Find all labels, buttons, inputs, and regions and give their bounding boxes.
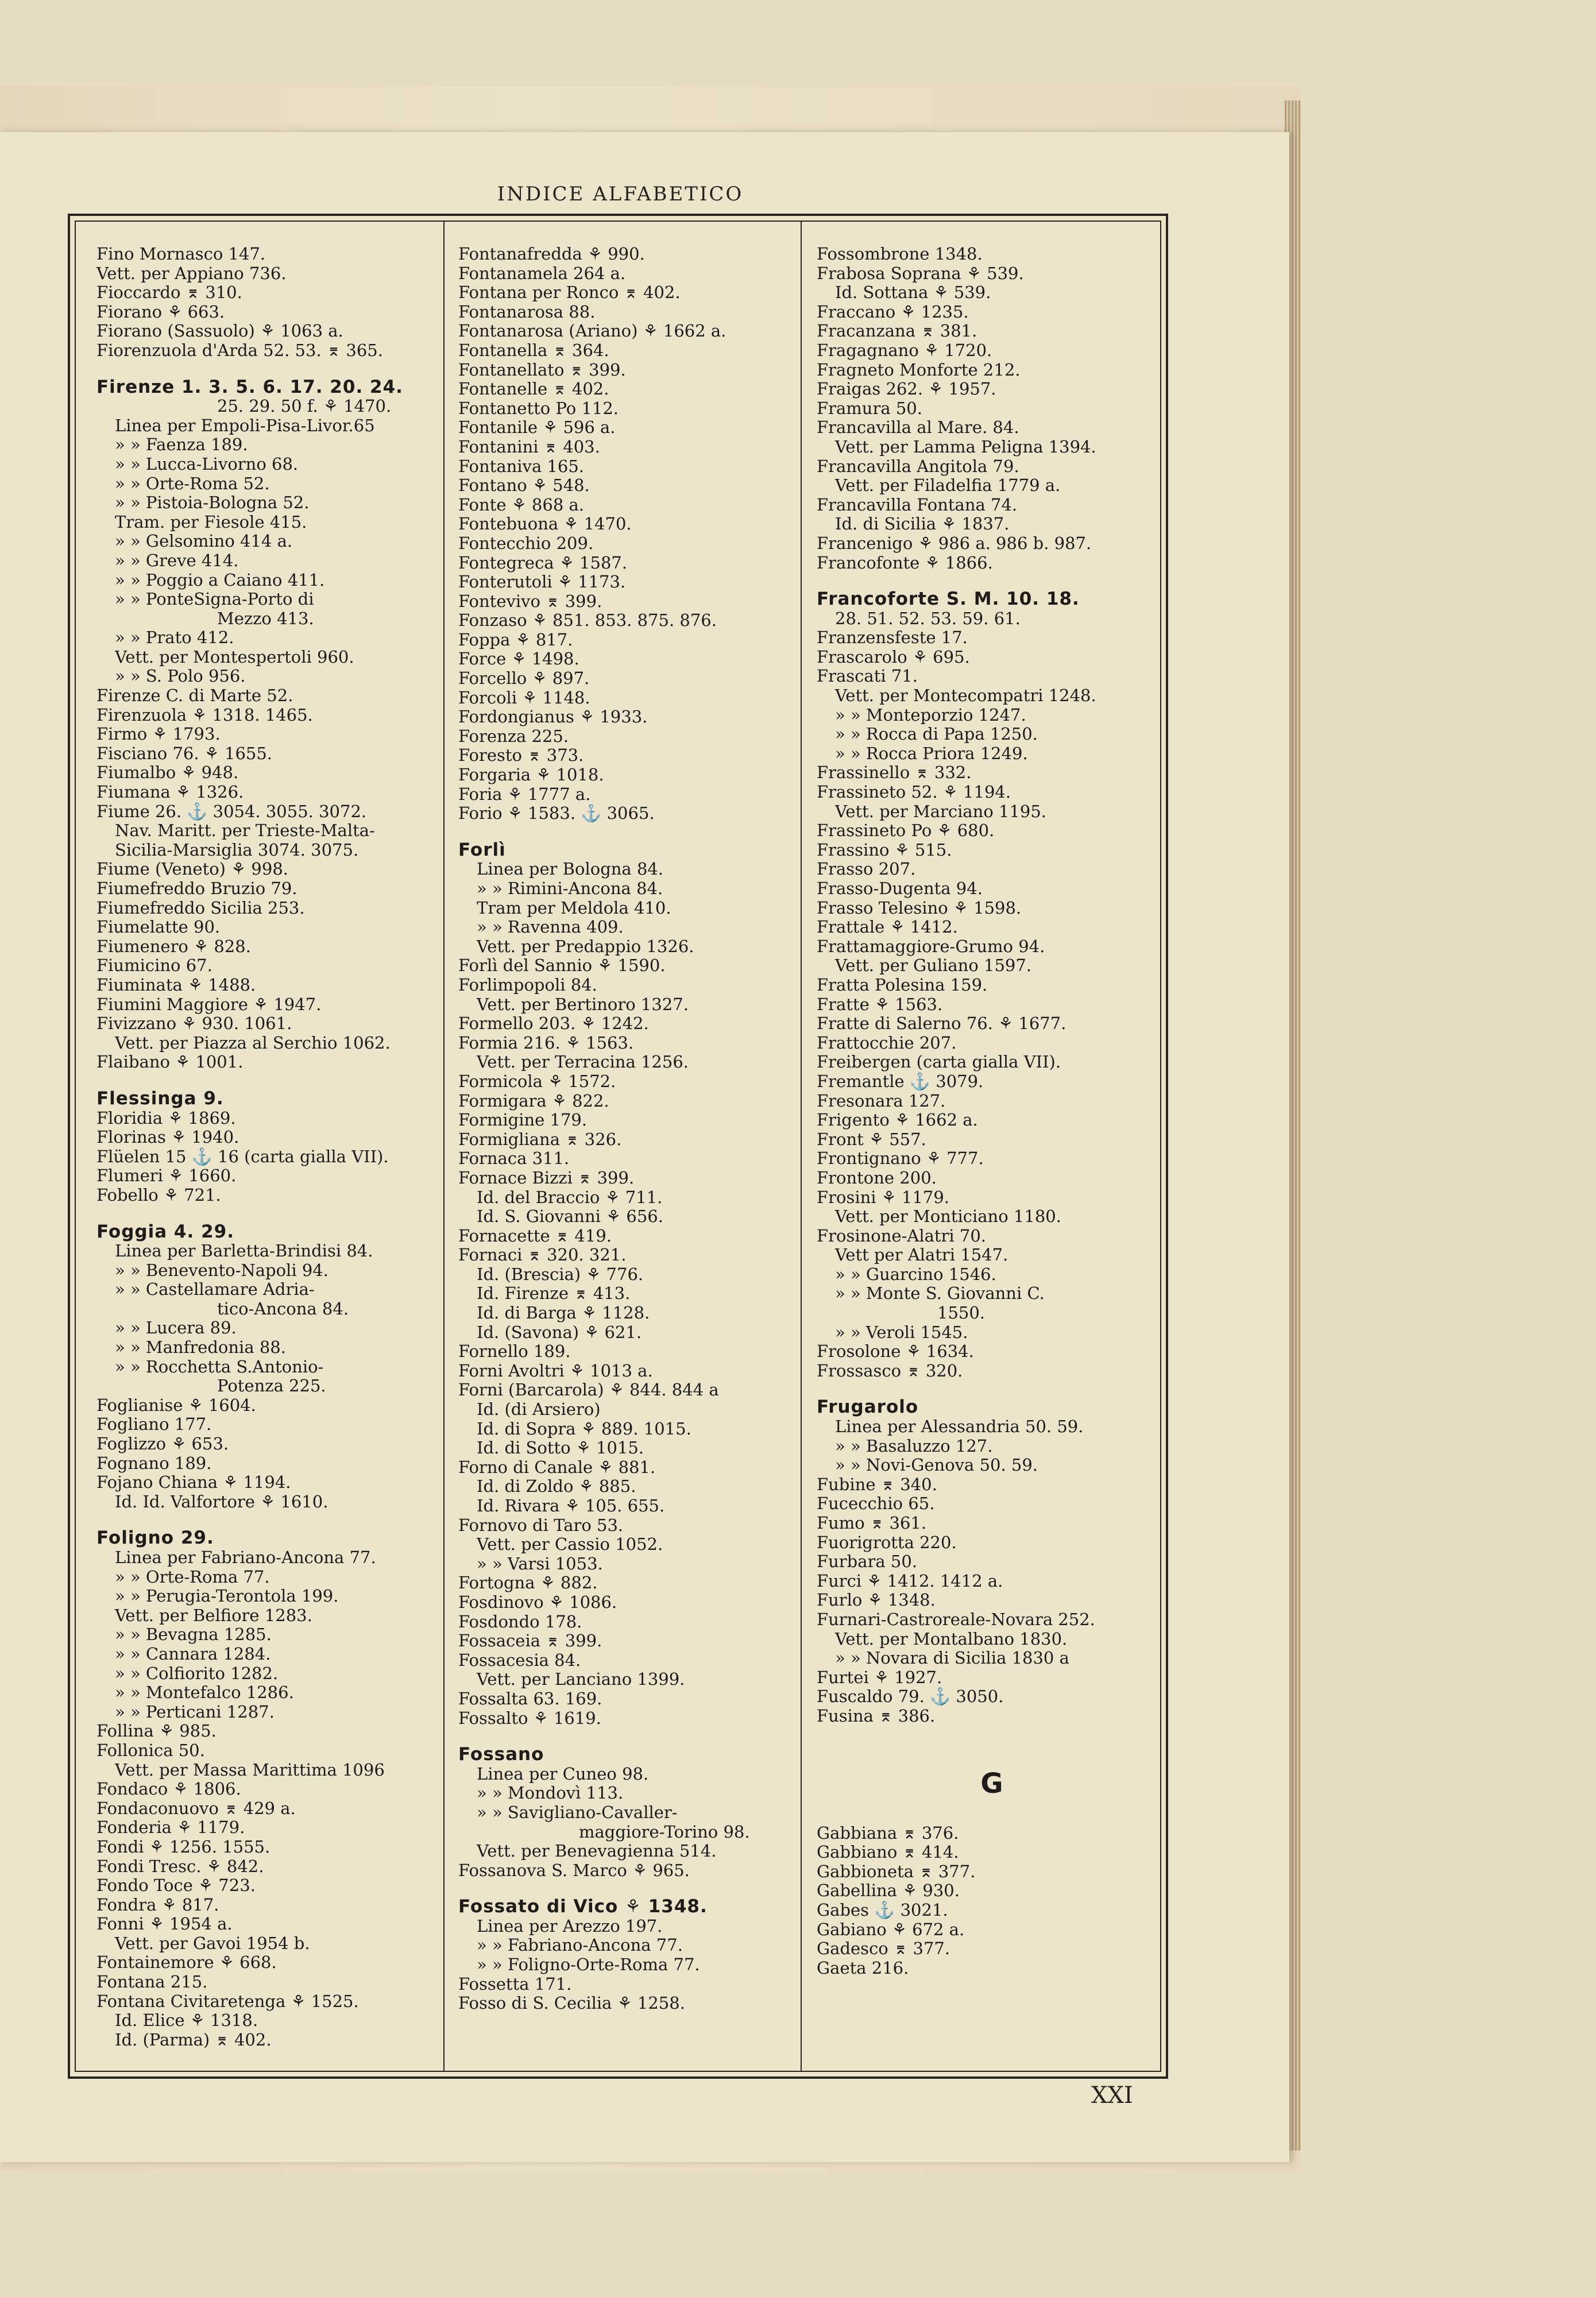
index-entry: Francenigo ⚘ 986 a. 986 b. 987. xyxy=(817,533,1092,553)
index-entry: Fornace Bizzi ⌆ 399. xyxy=(458,1167,635,1188)
index-column-2 xyxy=(458,245,809,2013)
index-entry: Fiumicino 67. xyxy=(96,956,212,976)
index-entry: Vett. per Cassio 1052. xyxy=(477,1534,663,1554)
index-entry: Fosdinovo ⚘ 1086. xyxy=(458,1592,617,1612)
index-entry: Fiumana ⚘ 1326. xyxy=(96,782,244,802)
index-entry: » » Rimini-Ancona 84. xyxy=(477,879,663,898)
index-entry: Fojano Chiana ⚘ 1194. xyxy=(96,1472,291,1492)
index-entry: Flumeri ⚘ 1660. xyxy=(96,1166,237,1186)
index-entry: Gabes ⚓ 3021. xyxy=(817,1900,948,1920)
index-entry: Fornacette ⌆ 419. xyxy=(458,1225,612,1246)
index-entry: Formello 203. ⚘ 1242. xyxy=(458,1014,649,1034)
index-entry: Foglianise ⚘ 1604. xyxy=(96,1395,256,1415)
index-entry: Vett. per Bertinoro 1327. xyxy=(477,994,689,1014)
index-entry: Id. di Zoldo ⚘ 885. xyxy=(477,1476,636,1496)
index-column-3 xyxy=(817,245,1167,1978)
index-entry: » » Cannara 1284. xyxy=(115,1644,271,1664)
index-entry: Forcello ⚘ 897. xyxy=(458,668,590,689)
index-entry: Fossanova S. Marco ⚘ 965. xyxy=(458,1860,690,1880)
index-entry: Vett. per Montecompatri 1248. xyxy=(835,686,1096,706)
index-entry: Fossalta 63. 169. xyxy=(458,1688,602,1708)
index-entry: Formigine 179. xyxy=(458,1110,588,1130)
index-entry: Vett. per Filadelfia 1779 a. xyxy=(835,475,1061,496)
index-entry: Fortogna ⚘ 882. xyxy=(458,1573,598,1593)
index-headword: Foligno 29. xyxy=(96,1528,214,1549)
index-entry: » » Ravenna 409. xyxy=(477,917,624,937)
index-entry: Front ⚘ 557. xyxy=(817,1129,926,1149)
index-entry: Foglizzo ⚘ 653. xyxy=(96,1434,229,1454)
index-entry: Frossasco ⌆ 320. xyxy=(817,1360,963,1380)
index-entry: tico-Ancona 84. xyxy=(217,1298,349,1318)
index-entry: » » Manfredonia 88. xyxy=(115,1337,286,1358)
index-entry: Furci ⚘ 1412. 1412 a. xyxy=(817,1571,1003,1591)
index-entry: » » Orte-Roma 77. xyxy=(115,1567,270,1587)
index-entry: Id. S. Giovanni ⚘ 656. xyxy=(477,1206,663,1227)
index-entry: » » Faenza 189. xyxy=(115,435,248,455)
index-entry: Vett. per Monticiano 1180. xyxy=(835,1206,1061,1227)
index-entry: Mezzo 413. xyxy=(217,608,314,628)
index-entry: » » Savigliano-Cavaller- xyxy=(477,1802,678,1822)
index-entry: Id. del Braccio ⚘ 711. xyxy=(477,1187,663,1207)
index-entry: Fobello ⚘ 721. xyxy=(96,1185,221,1205)
index-entry: Fonte ⚘ 868 a. xyxy=(458,494,585,515)
page-header: INDICE ALFABETICO xyxy=(497,183,744,206)
index-entry: Sicilia-Marsiglia 3074. 3075. xyxy=(115,840,359,860)
index-entry: Vett. per Lamma Peligna 1394. xyxy=(835,436,1096,457)
index-entry: Fogliano 177. xyxy=(96,1414,212,1434)
index-entry: Potenza 225. xyxy=(217,1376,326,1396)
index-entry: Vett. per Montalbano 1830. xyxy=(835,1629,1068,1649)
index-entry: » » Fabriano-Ancona 77. xyxy=(477,1935,683,1955)
index-entry: Fontevivo ⌆ 399. xyxy=(458,591,602,611)
index-entry: Fiumini Maggiore ⚘ 1947. xyxy=(96,994,322,1014)
index-entry: » » Monte S. Giovanni C. xyxy=(835,1283,1045,1304)
index-entry: Francavilla Angitola 79. xyxy=(817,456,1019,476)
index-entry: Vett. per Gavoi 1954 b. xyxy=(115,1933,310,1953)
index-entry: Fucecchio 65. xyxy=(817,1494,935,1514)
index-entry: Fontecchio 209. xyxy=(458,533,594,553)
index-entry: maggiore-Torino 98. xyxy=(579,1822,750,1842)
index-entry: » » Rocchetta S.Antonio- xyxy=(115,1356,324,1376)
index-frame-inner xyxy=(75,221,1161,2072)
index-entry: » » Prato 412. xyxy=(115,628,234,648)
index-entry: » » Colfiorito 1282. xyxy=(115,1663,279,1683)
index-entry: Fuscaldo 79. ⚓ 3050. xyxy=(817,1687,1004,1707)
index-entry: Id. di Barga ⚘ 1128. xyxy=(477,1303,650,1323)
index-headword: Fossato di Vico ⚘ 1348. xyxy=(458,1896,708,1917)
index-entry: Fontanetto Po 112. xyxy=(458,398,619,418)
index-entry: Frosinone-Alatri 70. xyxy=(817,1225,987,1246)
index-entry: » » Benevento-Napoli 94. xyxy=(115,1260,329,1280)
index-entry: Fiumalbo ⚘ 948. xyxy=(96,763,239,783)
index-entry: 25. 29. 50 f. ⚘ 1470. xyxy=(217,396,392,416)
index-entry: Gabbiana ⌆ 376. xyxy=(817,1823,959,1843)
index-entry: Fonderia ⚘ 1179. xyxy=(96,1818,245,1838)
index-entry: Fontegreca ⚘ 1587. xyxy=(458,552,628,573)
index-entry: Tram. per Fiesole 415. xyxy=(115,512,307,532)
index-headword: Fossano xyxy=(458,1744,544,1765)
index-entry: Fossetta 171. xyxy=(458,1974,572,1994)
index-entry: Fossaceia ⌆ 399. xyxy=(458,1631,602,1651)
index-entry: Fusina ⌆ 386. xyxy=(817,1706,936,1726)
index-entry: Fornaca 311. xyxy=(458,1148,570,1169)
index-entry: » » Veroli 1545. xyxy=(835,1322,968,1342)
index-entry: Id. (di Arsiero) xyxy=(477,1399,601,1420)
index-entry: Fossacesia 84. xyxy=(458,1650,581,1670)
index-entry: Fiumefreddo Sicilia 253. xyxy=(96,898,305,918)
index-entry: » » Bevagna 1285. xyxy=(115,1625,272,1645)
index-entry: Flaibano ⚘ 1001. xyxy=(96,1052,244,1072)
index-entry: Fiorano (Sassuolo) ⚘ 1063 a. xyxy=(96,321,343,341)
index-entry: Forcoli ⚘ 1148. xyxy=(458,687,590,707)
index-entry: Francavilla al Mare. 84. xyxy=(817,417,1019,438)
index-entry: » » Poggio a Caiano 411. xyxy=(115,570,325,590)
index-entry: » » PonteSigna-Porto di xyxy=(115,589,314,609)
index-entry: Frasso 207. xyxy=(817,859,916,879)
index-entry: Vett per Alatri 1547. xyxy=(835,1245,1008,1265)
index-entry: Vett. per Massa Marittima 1096 xyxy=(115,1760,385,1780)
index-headword: Flessinga 9. xyxy=(96,1088,224,1109)
index-column-1 xyxy=(96,245,447,2049)
index-entry: Gabiano ⚘ 672 a. xyxy=(817,1919,965,1939)
index-entry: Linea per Alessandria 50. 59. xyxy=(835,1417,1084,1437)
index-entry: Florinas ⚘ 1940. xyxy=(96,1127,239,1147)
index-entry: Fossalto ⚘ 1619. xyxy=(458,1708,601,1728)
index-entry: » » Lucera 89. xyxy=(115,1318,237,1338)
index-entry: Id. Firenze ⌆ 413. xyxy=(477,1283,631,1304)
index-entry: Vett. per Montespertoli 960. xyxy=(115,647,354,667)
index-entry: » » Montefalco 1286. xyxy=(115,1683,294,1703)
index-entry: Force ⚘ 1498. xyxy=(458,649,579,669)
index-frame xyxy=(68,214,1168,2079)
index-entry: » » Guarcino 1546. xyxy=(835,1264,996,1284)
index-entry: Fiume (Veneto) ⚘ 998. xyxy=(96,859,288,879)
index-entry: Foppa ⚘ 817. xyxy=(458,629,573,649)
index-entry: Id. (Brescia) ⚘ 776. xyxy=(477,1264,644,1284)
index-entry: Fontebuona ⚘ 1470. xyxy=(458,514,632,534)
index-entry: Forenza 225. xyxy=(458,726,569,746)
index-entry: Fontaniva 165. xyxy=(458,456,585,476)
index-entry: Formicola ⚘ 1572. xyxy=(458,1071,616,1091)
index-entry: Forno di Canale ⚘ 881. xyxy=(458,1457,656,1477)
index-entry: Frassineto Po ⚘ 680. xyxy=(817,821,995,841)
index-entry: Fognano 189. xyxy=(96,1453,212,1473)
index-entry: Forlimpopoli 84. xyxy=(458,975,597,995)
index-entry: Linea per Bologna 84. xyxy=(477,859,664,879)
index-entry: Tram per Meldola 410. xyxy=(477,898,671,918)
index-entry: Vett. per Predappio 1326. xyxy=(477,936,694,956)
index-entry: Fiumenero ⚘ 828. xyxy=(96,936,251,956)
index-entry: Frosolone ⚘ 1634. xyxy=(817,1341,974,1362)
index-entry: Forlì del Sannio ⚘ 1590. xyxy=(458,956,666,976)
index-entry: Formigara ⚘ 822. xyxy=(458,1091,609,1111)
index-entry: Fivizzano ⚘ 930. 1061. xyxy=(96,1014,292,1034)
index-entry: Gaeta 216. xyxy=(817,1958,909,1978)
index-entry: Francofonte ⚘ 1866. xyxy=(817,552,993,573)
index-headword: Frugarolo xyxy=(817,1397,919,1418)
index-entry: Linea per Arezzo 197. xyxy=(477,1916,663,1936)
index-entry: Gabellina ⚘ 930. xyxy=(817,1881,960,1901)
index-entry: Fraigas 262. ⚘ 1957. xyxy=(817,379,996,399)
index-entry: Vett. per Benevagienna 514. xyxy=(477,1841,717,1861)
index-entry: Formigliana ⌆ 326. xyxy=(458,1129,622,1149)
index-entry: 1550. xyxy=(937,1303,986,1323)
index-entry: Nav. Maritt. per Trieste-Malta- xyxy=(115,821,375,841)
index-entry: » » Pistoia-Bologna 52. xyxy=(115,493,310,513)
index-headword: Firenze 1. 3. 5. 6. 17. 20. 24. xyxy=(96,376,403,397)
index-entry: Linea per Empoli-Pisa-Livor.65 xyxy=(115,415,375,435)
index-entry: Fisciano 76. ⚘ 1655. xyxy=(96,743,273,763)
index-entry: » » Rocca Priora 1249. xyxy=(835,743,1028,763)
index-entry: Fontanamela 264 a. xyxy=(458,263,626,283)
section-letter: G xyxy=(980,1767,1003,1800)
index-entry: » » Perugia-Terontola 199. xyxy=(115,1586,339,1606)
index-entry: » » Orte-Roma 52. xyxy=(115,473,270,493)
index-entry: Formia 216. ⚘ 1563. xyxy=(458,1033,634,1053)
index-entry: Fossombrone 1348. xyxy=(817,244,983,264)
index-entry: Fragagnano ⚘ 1720. xyxy=(817,340,992,360)
index-entry: 28. 51. 52. 53. 59. 61. xyxy=(835,608,1021,628)
index-entry: Gabbioneta ⌆ 377. xyxy=(817,1861,976,1881)
index-entry: Frabosa Soprana ⚘ 539. xyxy=(817,263,1024,283)
index-entry: Fosdondo 178. xyxy=(458,1611,582,1631)
index-entry: Frassino ⚘ 515. xyxy=(817,840,952,860)
index-entry: Id. di Sotto ⚘ 1015. xyxy=(477,1438,644,1458)
index-entry: Fondra ⚘ 817. xyxy=(96,1894,219,1915)
index-entry: Fioccardo ⌆ 310. xyxy=(96,283,242,303)
index-entry: Id. di Sicilia ⚘ 1837. xyxy=(835,514,1010,534)
index-entry: Frassinello ⌆ 332. xyxy=(817,763,972,783)
index-entry: Fubine ⌆ 340. xyxy=(817,1474,937,1494)
index-entry: Frascati 71. xyxy=(817,666,918,686)
index-entry: » » Varsi 1053. xyxy=(477,1553,603,1573)
index-entry: Franzensfeste 17. xyxy=(817,628,968,648)
index-entry: Id. (Parma) ⌆ 402. xyxy=(115,2029,272,2049)
index-entry: Fiumelatte 90. xyxy=(96,917,221,937)
index-entry: » » Novara di Sicilia 1830 a xyxy=(835,1648,1069,1668)
index-entry: Id. (Savona) ⚘ 621. xyxy=(477,1322,642,1342)
page-number: XXI xyxy=(1091,2082,1133,2109)
index-entry: Fondi ⚘ 1256. 1555. xyxy=(96,1836,270,1857)
index-entry: Fiorenzuola d'Arda 52. 53. ⌆ 365. xyxy=(96,340,383,360)
index-entry: Fontana Civitaretenga ⚘ 1525. xyxy=(96,1991,359,2011)
index-entry: Fontanarosa (Ariano) ⚘ 1662 a. xyxy=(458,321,726,341)
index-entry: » » Perticani 1287. xyxy=(115,1702,275,1722)
index-entry: Fino Mornasco 147. xyxy=(96,244,266,264)
index-headword: Francoforte S. M. 10. 18. xyxy=(817,589,1080,610)
index-entry: Frasso-Dugenta 94. xyxy=(817,879,983,898)
index-entry: Linea per Cuneo 98. xyxy=(477,1764,649,1784)
index-entry: Fumo ⌆ 361. xyxy=(817,1513,927,1533)
index-entry: Frosini ⚘ 1179. xyxy=(817,1187,950,1207)
index-entry: Fordongianus ⚘ 1933. xyxy=(458,707,648,727)
index-entry: Frattale ⚘ 1412. xyxy=(817,917,958,937)
index-entry: Forni Avoltri ⚘ 1013 a. xyxy=(458,1360,653,1380)
index-entry: Furtei ⚘ 1927. xyxy=(817,1667,942,1687)
index-entry: Fontana 215. xyxy=(96,1972,208,1992)
index-entry: Id. Sottana ⚘ 539. xyxy=(835,283,991,303)
index-entry: » » Novi-Genova 50. 59. xyxy=(835,1455,1038,1475)
index-entry: Frigento ⚘ 1662 a. xyxy=(817,1110,978,1130)
index-entry: » » Foligno-Orte-Roma 77. xyxy=(477,1955,700,1975)
index-entry: Fraccano ⚘ 1235. xyxy=(817,301,969,322)
index-entry: Fondo Toce ⚘ 723. xyxy=(96,1876,256,1896)
index-entry: Fontanini ⌆ 403. xyxy=(458,436,600,457)
index-entry: Fornello 189. xyxy=(458,1341,571,1362)
index-headword: Foggia 4. 29. xyxy=(96,1221,234,1242)
index-entry: Foria ⚘ 1777 a. xyxy=(458,784,591,804)
index-entry: Fonni ⚘ 1954 a. xyxy=(96,1914,233,1934)
index-entry: » » Lucca-Livorno 68. xyxy=(115,454,299,474)
index-entry: Flüelen 15 ⚓ 16 (carta gialla VII). xyxy=(96,1146,389,1166)
index-entry: Vett. per Marciano 1195. xyxy=(835,801,1047,821)
index-entry: Frascarolo ⚘ 695. xyxy=(817,647,970,667)
index-entry: Forni (Barcarola) ⚘ 844. 844 a xyxy=(458,1380,719,1400)
index-entry: Fonterutoli ⚘ 1173. xyxy=(458,572,626,592)
index-entry: Fratta Polesina 159. xyxy=(817,975,988,995)
index-entry: Vett. per Piazza al Serchio 1062. xyxy=(115,1033,391,1053)
index-entry: Linea per Barletta-Brindisi 84. xyxy=(115,1241,373,1261)
index-entry: Furlo ⚘ 1348. xyxy=(817,1590,936,1610)
index-entry: » » Gelsomino 414 a. xyxy=(115,531,293,551)
index-entry: Furbara 50. xyxy=(817,1552,918,1572)
index-entry: Frontignano ⚘ 777. xyxy=(817,1148,984,1169)
index-entry: Vett. per Appiano 736. xyxy=(96,263,287,283)
index-entry: Frattamaggiore-Grumo 94. xyxy=(817,936,1045,956)
index-entry: Fremantle ⚓ 3079. xyxy=(817,1071,984,1091)
index-entry: Follina ⚘ 985. xyxy=(96,1721,217,1741)
index-entry: Fragneto Monforte 212. xyxy=(817,359,1021,380)
index-entry: Fontana per Ronco ⌆ 402. xyxy=(458,283,681,303)
index-entry: Frattocchie 207. xyxy=(817,1033,957,1053)
index-entry: Frontone 200. xyxy=(817,1167,937,1188)
index-entry: Fresonara 127. xyxy=(817,1091,946,1111)
index-entry: Forgaria ⚘ 1018. xyxy=(458,765,604,785)
index-entry: Floridia ⚘ 1869. xyxy=(96,1108,236,1128)
index-entry: Freibergen (carta gialla VII). xyxy=(817,1052,1061,1072)
index-entry: Fontanarosa 88. xyxy=(458,301,596,322)
index-entry: Fonzaso ⚘ 851. 853. 875. 876. xyxy=(458,610,717,631)
index-entry: Gabbiano ⌆ 414. xyxy=(817,1842,959,1862)
index-entry: Vett. per Lanciano 1399. xyxy=(477,1669,685,1689)
index-entry: Fontanelle ⌆ 402. xyxy=(458,379,609,399)
index-entry: Linea per Fabriano-Ancona 77. xyxy=(115,1548,376,1567)
index-entry: Fontainemore ⚘ 668. xyxy=(96,1952,277,1973)
index-entry: Firenzuola ⚘ 1318. 1465. xyxy=(96,705,313,725)
index-entry: Vett. per Belfiore 1283. xyxy=(115,1605,312,1625)
index-entry: Foresto ⌆ 373. xyxy=(458,745,584,765)
index-entry: » » Castellamare Adria- xyxy=(115,1279,315,1300)
index-entry: Id. Id. Valfortore ⚘ 1610. xyxy=(115,1491,329,1511)
index-entry: Furnari-Castroreale-Novara 252. xyxy=(817,1609,1095,1629)
index-entry: Id. di Sopra ⚘ 889. 1015. xyxy=(477,1418,691,1438)
index-entry: Firenze C. di Marte 52. xyxy=(96,686,293,706)
index-entry: Fuorigrotta 220. xyxy=(817,1532,957,1552)
index-entry: » » Monteporzio 1247. xyxy=(835,705,1026,725)
index-entry: Fontano ⚘ 548. xyxy=(458,475,590,496)
index-entry: » » Greve 414. xyxy=(115,550,239,570)
index-entry: Fiumefreddo Bruzio 79. xyxy=(96,879,297,898)
index-entry: Francavilla Fontana 74. xyxy=(817,494,1018,515)
index-entry: Follonica 50. xyxy=(96,1740,205,1760)
index-entry: Fontanella ⌆ 364. xyxy=(458,340,609,360)
index-entry: Vett. per Guliano 1597. xyxy=(835,956,1032,976)
index-entry: Fiume 26. ⚓ 3054. 3055. 3072. xyxy=(96,801,367,821)
index-entry: Fontanile ⚘ 596 a. xyxy=(458,417,616,438)
index-entry: Fosso di S. Cecilia ⚘ 1258. xyxy=(458,1993,685,2013)
index-entry: Fontanafredda ⚘ 990. xyxy=(458,244,645,264)
index-entry: Fratte ⚘ 1563. xyxy=(817,994,943,1014)
index-entry: Firmo ⚘ 1793. xyxy=(96,724,221,744)
index-entry: Fiorano ⚘ 663. xyxy=(96,301,225,322)
index-entry: Fiuminata ⚘ 1488. xyxy=(96,975,256,995)
index-entry: » » Mondovì 113. xyxy=(477,1783,624,1803)
index-entry: Vett. per Terracina 1256. xyxy=(477,1052,689,1072)
index-entry: Fondaco ⚘ 1806. xyxy=(96,1779,241,1799)
index-entry: Id. Rivara ⚘ 105. 655. xyxy=(477,1496,665,1515)
index-entry: Frassineto 52. ⚘ 1194. xyxy=(817,782,1011,802)
index-headword: Forlì xyxy=(458,839,506,860)
index-entry: » » Basaluzzo 127. xyxy=(835,1436,993,1456)
index-entry: Gadesco ⌆ 377. xyxy=(817,1939,950,1959)
index-entry: Fontanellato ⌆ 399. xyxy=(458,359,626,380)
index-entry: Fondaconuovo ⌆ 429 a. xyxy=(96,1798,296,1818)
index-entry: Fracanzana ⌆ 381. xyxy=(817,321,977,341)
index-entry: Fornovo di Taro 53. xyxy=(458,1515,624,1535)
index-entry: Forio ⚘ 1583. ⚓ 3065. xyxy=(458,803,655,823)
index-entry: Id. Elice ⚘ 1318. xyxy=(115,2010,258,2031)
index-entry: Fondi Tresc. ⚘ 842. xyxy=(96,1856,264,1876)
index-entry: Fornaci ⌆ 320. 321. xyxy=(458,1245,627,1265)
index-entry: » » Rocca di Papa 1250. xyxy=(835,724,1038,744)
index-entry: » » S. Polo 956. xyxy=(115,666,246,686)
index-entry: Framura 50. xyxy=(817,398,922,418)
index-entry: Frasso Telesino ⚘ 1598. xyxy=(817,898,1022,918)
index-entry: Fratte di Salerno 76. ⚘ 1677. xyxy=(817,1014,1066,1034)
